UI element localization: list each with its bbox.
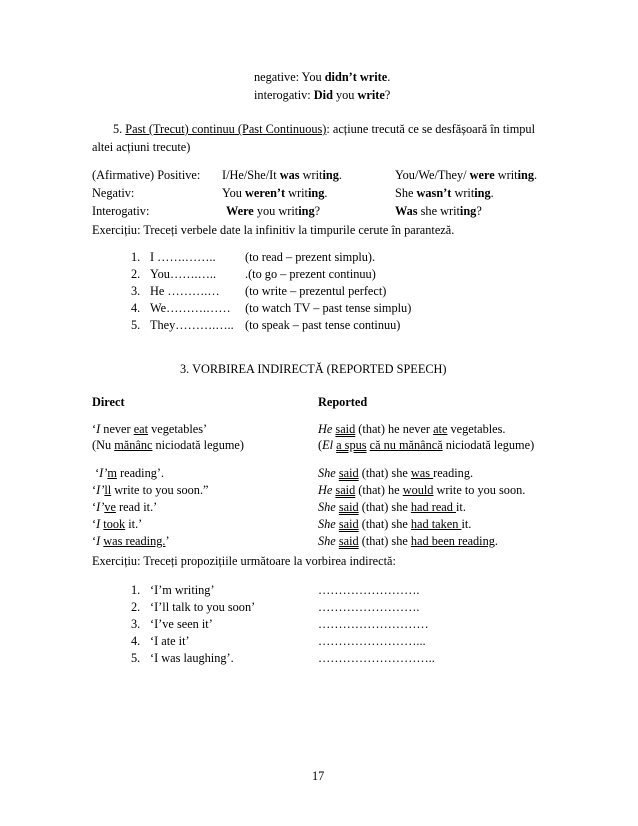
section-5-heading: 5. Past (Trecut) continuu (Past Continuous): acțiune trecută ce se desfășoară în timpul <box>113 122 535 136</box>
exercise-1-item-num: 2. <box>131 267 141 281</box>
exercise-1-item-num: 3. <box>131 284 141 298</box>
direct-sentence: ‘I was reading.’ <box>92 534 170 548</box>
reported-sentence: She said (that) she had taken it. <box>318 517 472 531</box>
interrogative-col3: Was she writing? <box>395 204 482 218</box>
direct-header: Direct <box>92 395 125 409</box>
exercise-1-item-hint: (to read – prezent simplu). <box>245 250 376 264</box>
exercise-2-item-num: 4. <box>131 634 141 648</box>
reported-sentence: She said (that) she had read it. <box>318 500 466 514</box>
page-number: 17 <box>312 769 325 783</box>
exercise-2-instruction: Exercițiu: Treceți propozițiile următoare la vorbirea indirectă: <box>92 554 396 568</box>
exercise-2-item-text: ‘I was laughing’. <box>150 651 234 665</box>
reported-translation: (El a spus că nu mănâncă niciodată legume) <box>318 438 535 452</box>
exercise-2-item-text: ‘I’m writing’ <box>150 583 215 597</box>
section-3-title: 3. VORBIREA INDIRECTĂ (REPORTED SPEECH) <box>180 362 447 376</box>
direct-sentence: ‘I’ve read it.’ <box>92 500 158 514</box>
exercise-1-item-blank: I …….…….. <box>150 250 216 264</box>
exercise-2-item-blank: ……………………. <box>318 600 420 614</box>
interrogative-col2: Were you writing? <box>226 204 321 218</box>
exercise-2-item-text: ‘I’ve seen it’ <box>150 617 213 631</box>
direct-sentence: ‘I took it.’ <box>92 517 143 531</box>
negative-col2: You weren’t writing. <box>222 186 328 200</box>
exercise-2-item-text: ‘I’ll talk to you soon’ <box>150 600 256 614</box>
exercise-2-item-text: ‘I ate it’ <box>150 634 190 648</box>
direct-sentence: ‘I’ll write to you soon.” <box>92 483 209 497</box>
direct-translation: (Nu mănânc niciodată legume) <box>92 438 244 452</box>
exercise-2-item-blank: ……………………... <box>318 634 426 648</box>
exercise-1-item-blank: We……….…… <box>150 301 231 315</box>
direct-sentence: ‘I’m reading’. <box>92 466 165 480</box>
exercise-2-item-blank: ……………………….. <box>318 651 435 665</box>
exercise-2-item-num: 5. <box>131 651 141 665</box>
positive-col2: I/He/She/It was writing. <box>222 168 342 182</box>
exercise-2-item-num: 3. <box>131 617 141 631</box>
interrogative-label: Interogativ: <box>92 204 150 218</box>
negative-line: negative: You didn’t write. <box>254 70 391 84</box>
exercise-1-item-num: 5. <box>131 318 141 332</box>
positive-label: (Afirmative) Positive: <box>92 168 201 182</box>
reported-header: Reported <box>318 395 368 409</box>
negative-label: Negativ: <box>92 186 135 200</box>
exercise-1-item-blank: He ……….… <box>150 284 220 298</box>
exercise-1-item-hint: (to speak – past tense continuu) <box>245 318 401 332</box>
exercise-1-item-blank: You…….….. <box>150 267 217 281</box>
exercise-2-item-num: 2. <box>131 600 141 614</box>
direct-sentence: ‘I never eat vegetables’ <box>92 422 208 436</box>
reported-sentence: She said (that) she was reading. <box>318 466 474 480</box>
exercise-2-item-blank: ……………………. <box>318 583 420 597</box>
exercise-1-item-blank: They……….….. <box>150 318 234 332</box>
exercise-1-instruction: Exercițiu: Treceți verbele date la infinitiv la timpurile cerute în paranteză. <box>92 223 455 237</box>
exercise-1-item-num: 1. <box>131 250 141 264</box>
exercise-1-item-hint: (to watch TV – past tense simplu) <box>242 301 412 315</box>
reported-sentence: She said (that) she had been reading. <box>318 534 498 548</box>
positive-col3: You/We/They/ were writing. <box>395 168 538 182</box>
reported-sentence: He said (that) he never ate vegetables. <box>318 422 506 436</box>
negative-col3: She wasn’t writing. <box>395 186 494 200</box>
interrogative-line: interogativ: Did you write? <box>254 88 391 102</box>
exercise-1-item-hint: .(to go – prezent continuu) <box>245 267 376 281</box>
exercise-2-item-blank: ……………………… <box>318 617 429 631</box>
exercise-1-item-hint: (to write – prezentul perfect) <box>245 284 387 298</box>
reported-sentence: He said (that) he would write to you soon. <box>318 483 526 497</box>
section-5-desc: altei acțiuni trecute) <box>92 140 191 154</box>
exercise-1-item-num: 4. <box>131 301 141 315</box>
exercise-2-item-num: 1. <box>131 583 141 597</box>
